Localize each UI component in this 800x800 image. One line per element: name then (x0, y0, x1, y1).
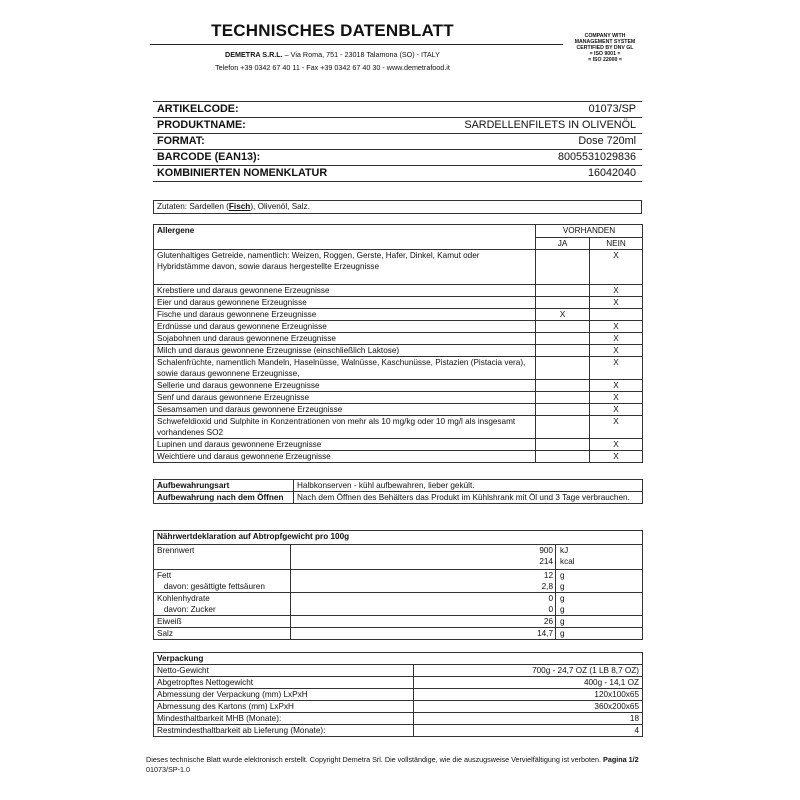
storage-row (154, 480, 643, 492)
product-label: KOMBINIERTEN NOMENKLATUR (153, 166, 393, 182)
allergen-yes (536, 333, 590, 345)
allergen-row (154, 451, 643, 463)
storage-row (154, 492, 643, 504)
cert-line: MANAGEMENT SYSTEM (574, 39, 636, 46)
nutrition-label (154, 593, 291, 616)
company-address: – Via Roma, 751 - 23018 Talamona (SO) - ITALY (282, 50, 440, 59)
allergen-no: X (590, 380, 643, 392)
ingredients-allergen: Fisch (228, 202, 251, 211)
packaging-row (154, 677, 643, 689)
allergen-yes (536, 380, 590, 392)
protein-label: Eiweiß (154, 616, 291, 628)
packaging-value: 400g - 14,1 OZ (414, 677, 643, 689)
allergen-row (154, 309, 643, 321)
product-value: 01073/SP (393, 102, 642, 118)
allergen-row (154, 404, 643, 416)
page-number: Pagina 1/2 (603, 755, 639, 764)
packaging-value: 18 (414, 713, 643, 725)
allergen-row (154, 297, 643, 309)
cert-line: CERTIFIED BY DNV GL (576, 45, 634, 52)
nutrition-label: Brennwert (154, 545, 291, 570)
product-table (153, 101, 642, 182)
allergen-no: X (590, 439, 643, 451)
nutrition-unit (556, 545, 643, 570)
product-label: ARTIKELCODE: (153, 102, 393, 118)
product-value: Dose 720ml (393, 134, 642, 150)
document-title: TECHNISCHES DATENBLATT (211, 21, 454, 40)
fat-label: Fett (157, 571, 172, 580)
ingredients-suffix: ), Olivenöl, Salz. (250, 202, 310, 211)
sugar-unit: g (560, 605, 565, 614)
allergen-row (154, 439, 643, 451)
cert-line: = ISO 9001 = (589, 51, 621, 58)
allergen-yes (536, 439, 590, 451)
packaging-value: 120x100x65 (414, 689, 643, 701)
allergen-row (154, 357, 643, 380)
allergen-yes: X (536, 309, 590, 321)
allergen-name: Schwefeldioxid und Sulphite in Konzentrationen von mehr als 10 mg/kg oder 10 mg/l als insgesamt vorhandenes SO2 (154, 416, 536, 439)
allergen-name: Krebstiere und daraus gewonnene Erzeugnisse (154, 285, 536, 297)
cert-line: = ISO 22000 = (588, 57, 622, 64)
packaging-row (154, 701, 643, 713)
product-label: PRODUKTNAME: (153, 118, 393, 134)
allergen-yes (536, 285, 590, 297)
allergen-name: Milch und daraus gewonnene Erzeugnisse (einschließlich Laktose) (154, 345, 536, 357)
allergen-no: X (590, 321, 643, 333)
allergen-yes (536, 451, 590, 463)
packaging-title: Verpackung (154, 653, 643, 665)
allergen-row (154, 321, 643, 333)
fat-value: 12 (543, 571, 553, 580)
nutrition-title: Nährwertdeklaration auf Abtropfgewicht pro 100g (154, 531, 643, 545)
nutrition-value (291, 593, 556, 616)
allergen-name: Weichtiere und daraus gewonnene Erzeugnisse (154, 451, 536, 463)
allergen-yes (536, 321, 590, 333)
salt-value: 14,7 (291, 628, 556, 640)
packaging-row (154, 665, 643, 677)
satfat-unit: g (560, 582, 565, 591)
nutrition-unit (556, 570, 643, 593)
storage-table (153, 479, 643, 504)
packaging-table (153, 652, 643, 737)
storage-label: Aufbewahrungsart (154, 480, 294, 492)
allergen-name: Schalenfrüchte, namentlich Mandeln, Haselnüsse, Walnüsse, Kaschunüsse, Pistazien (Pistacia vera), sowie daraus gewonnene Erzeugnisse, (154, 357, 536, 380)
allergen-no: X (590, 297, 643, 309)
protein-unit: g (556, 616, 643, 628)
nutrition-row (154, 616, 643, 628)
product-row (153, 150, 642, 166)
allergen-no: X (590, 416, 643, 439)
product-value: 8005531029836 (393, 150, 642, 166)
packaging-row (154, 713, 643, 725)
packaging-label: Abgetropftes Nettogewicht (154, 677, 414, 689)
allergen-yes (536, 392, 590, 404)
salt-unit: g (556, 628, 643, 640)
carb-label: Kohlenhydrate (157, 594, 210, 603)
allergen-row (154, 392, 643, 404)
carb-value: 0 (548, 594, 553, 603)
packaging-label: Netto-Gewicht (154, 665, 414, 677)
nutrition-row (154, 628, 643, 640)
nutrition-row (154, 593, 643, 616)
allergen-no: X (590, 451, 643, 463)
satfat-value: 2,8 (541, 582, 553, 591)
ingredients-prefix: Zutaten: Sardellen ( (157, 202, 229, 211)
allergen-yes (536, 297, 590, 309)
allergens-table (153, 224, 643, 463)
packaging-label: Restmindesthaltbarkeit ab Lieferung (Monate): (154, 725, 414, 737)
allergen-row (154, 285, 643, 297)
nutrition-row (154, 545, 643, 570)
allergens-title: Allergene (154, 225, 536, 250)
allergen-name: Lupinen und daraus gewonnene Erzeugnisse (154, 439, 536, 451)
contact-line: Telefon +39 0342 67 40 11 - Fax +39 0342 67 40 30 - www.demetrafood.it (215, 63, 450, 72)
company-line (150, 50, 515, 59)
sugar-label: davon: Zucker (157, 605, 216, 614)
allergen-yes (536, 345, 590, 357)
nutrition-row (154, 570, 643, 593)
present-header: VORHANDEN (536, 225, 643, 238)
energy-kcal-value: 214 (539, 557, 553, 566)
company-name: DEMETRA S.R.L. (225, 50, 283, 59)
cert-line: COMPANY WITH (584, 33, 626, 39)
allergen-name: Erdnüsse und daraus gewonnene Erzeugnisse (154, 321, 536, 333)
satfat-label: davon: gesättigte fettsäuren (157, 582, 265, 591)
nutrition-unit (556, 593, 643, 616)
footer (146, 755, 666, 775)
allergen-row (154, 416, 643, 439)
product-row (153, 102, 642, 118)
nutrition-label (154, 570, 291, 593)
allergen-name: Sesamsamen und daraus gewonnene Erzeugnisse (154, 404, 536, 416)
packaging-value: 360x200x65 (414, 701, 643, 713)
allergen-no: X (590, 333, 643, 345)
ingredients-table (153, 200, 642, 214)
document-code: 01073/SP-1.0 (146, 765, 190, 774)
storage-value: Halbkonserven - kühl aufbewahren, lieber gekült. (294, 480, 643, 492)
allergen-row (154, 380, 643, 392)
energy-kcal-unit: kcal (560, 557, 575, 566)
packaging-value: 700g - 24,7 OZ (1 LB 8,7 OZ) (414, 665, 643, 677)
allergen-yes (536, 416, 590, 439)
allergen-no: X (590, 357, 643, 380)
allergen-no: X (590, 392, 643, 404)
allergen-name: Fische und daraus gewonnene Erzeugnisse (154, 309, 536, 321)
allergen-no: X (590, 404, 643, 416)
allergen-name: Glutenhaltiges Getreide, namentlich: Weizen, Roggen, Gerste, Hafer, Dinkel, Kamut oder Hybridstämme davon, sowie daraus hergestellte Erzeugnisse (154, 250, 536, 285)
packaging-label: Abmessung der Verpackung (mm) LxPxH (154, 689, 414, 701)
allergen-row (154, 250, 643, 285)
yes-header: JA (536, 237, 590, 250)
product-value: SARDELLENFILETS IN OLIVENÖL (393, 118, 642, 134)
certification-logo (566, 33, 644, 63)
storage-label: Aufbewahrung nach dem Öffnen (154, 492, 294, 504)
allergen-name: Senf und daraus gewonnene Erzeugnisse (154, 392, 536, 404)
product-value: 16042040 (393, 166, 642, 182)
ingredients-text (154, 201, 642, 214)
energy-kj-value: 900 (539, 546, 553, 555)
nutrition-table (153, 530, 643, 640)
packaging-row (154, 689, 643, 701)
sugar-value: 0 (548, 605, 553, 614)
allergen-no: X (590, 345, 643, 357)
fat-unit: g (560, 571, 565, 580)
no-header: NEIN (590, 237, 643, 250)
header-divider (150, 44, 563, 45)
product-label: BARCODE (EAN13): (153, 150, 393, 166)
allergen-row (154, 333, 643, 345)
packaging-label: Mindesthaltbarkeit MHB (Monate): (154, 713, 414, 725)
packaging-label: Abmessung des Kartons (mm) LxPxH (154, 701, 414, 713)
allergen-yes (536, 357, 590, 380)
carb-unit: g (560, 594, 565, 603)
storage-value: Nach dem Öffnen des Behälters das Produkt im Kühlshrank mit Öl und 3 Tage verbrauchen. (294, 492, 643, 504)
product-row (153, 118, 642, 134)
allergen-no: X (590, 250, 643, 285)
product-row (153, 134, 642, 150)
allergen-name: Sellerie und daraus gewonnene Erzeugnisse (154, 380, 536, 392)
nutrition-value (291, 545, 556, 570)
packaging-row (154, 725, 643, 737)
allergen-no: X (590, 285, 643, 297)
salt-label: Salz (154, 628, 291, 640)
nutrition-value (291, 570, 556, 593)
footer-line (146, 755, 666, 765)
allergen-yes (536, 250, 590, 285)
packaging-value: 4 (414, 725, 643, 737)
allergen-no (590, 309, 643, 321)
energy-kj-unit: kJ (560, 546, 569, 555)
allergen-yes (536, 404, 590, 416)
allergen-name: Eier und daraus gewonnene Erzeugnisse (154, 297, 536, 309)
allergen-row (154, 345, 643, 357)
protein-value: 26 (291, 616, 556, 628)
footer-text: Dieses technische Blatt wurde elektronisch erstellt. Copyright Demetra Srl. Die vollständige, wie die auszugsweise Vervielfältigung ist verboten. (146, 755, 602, 764)
product-row (153, 166, 642, 182)
allergen-name: Sojabohnen und daraus gewonnene Erzeugnisse (154, 333, 536, 345)
product-label: FORMAT: (153, 134, 393, 150)
